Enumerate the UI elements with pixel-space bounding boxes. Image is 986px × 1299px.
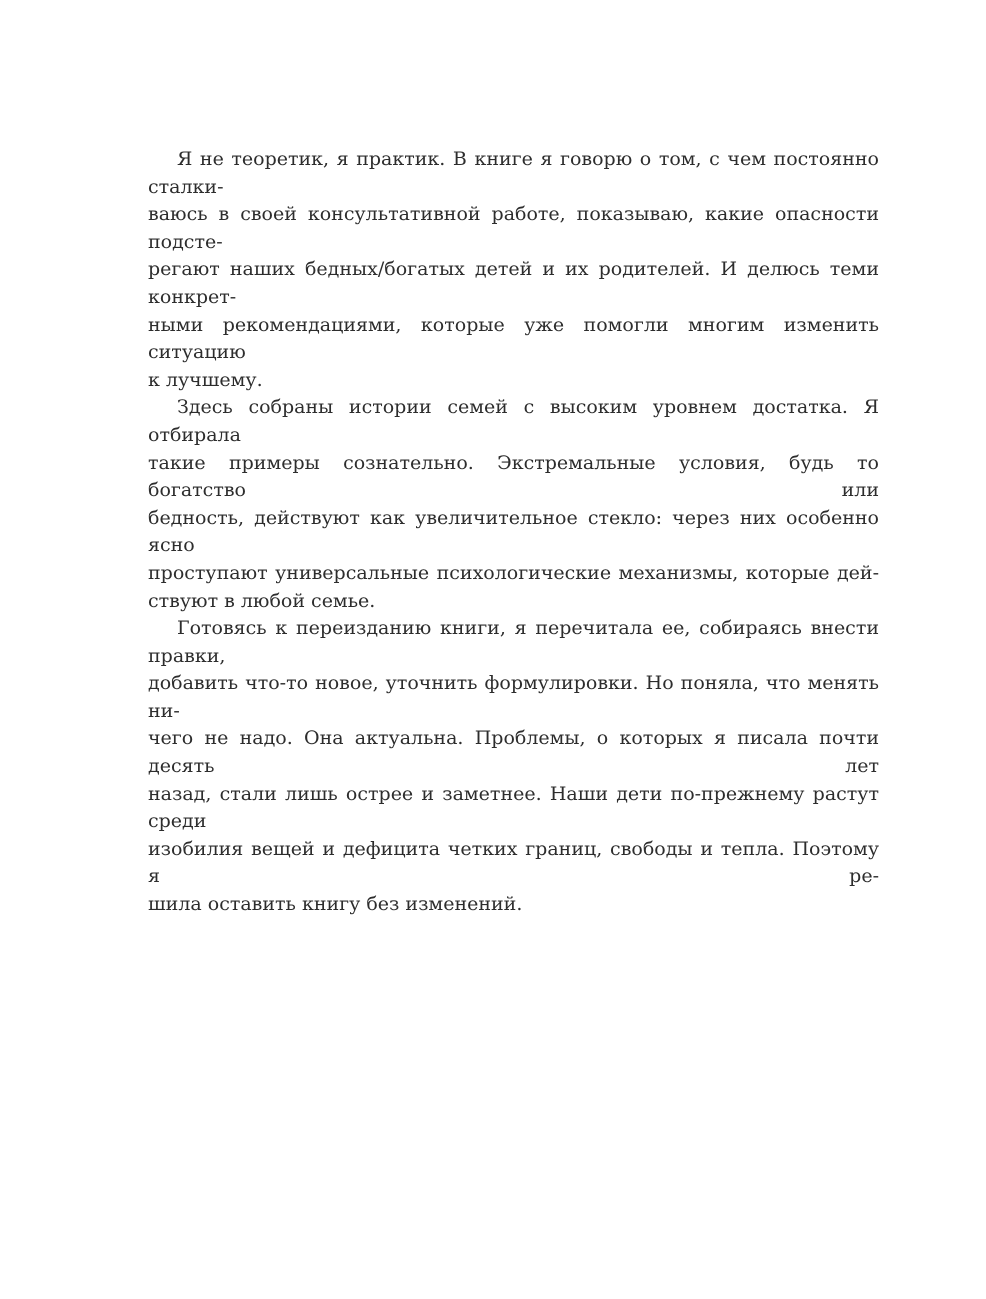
paragraph-2 [148, 394, 879, 615]
text-block [148, 146, 879, 919]
text-line: бедность, действуют как увеличительное стекло: через них особенно ясно [148, 506, 879, 557]
paragraph-1 [148, 146, 879, 394]
text-line: чего не надо. Она актуальна. Проблемы, о которых я писала почти десять лет [148, 727, 879, 778]
text-line: добавить что-то новое, уточнить формулировки. Но поняла, что менять ни- [148, 672, 879, 722]
text-line: проступают универсальные психологические механизмы, которые дей- [148, 561, 879, 584]
text-line: регают наших бедных/богатых детей и их родителей. И делюсь теми конкрет- [148, 258, 879, 308]
text-line: Я не теоретик, я практик. В книге я говорю о том, с чем постоянно сталки- [148, 148, 879, 198]
text-line: Здесь собраны истории семей с высоким уровнем достатка. Я отбирала [148, 396, 879, 446]
text-line: Готовясь к переизданию книги, я перечитала ее, собираясь внести правки, [148, 617, 879, 667]
text-line: к лучшему. [148, 368, 263, 391]
text-line: такие примеры сознательно. Экстремальные условия, будь то богатство или [148, 451, 879, 502]
text-line: назад, стали лишь острее и заметнее. Наши дети по-прежнему растут среди [148, 782, 879, 833]
text-line: ваюсь в своей консультативной работе, показываю, какие опасности подсте- [148, 203, 879, 253]
text-line: ными рекомендациями, которые уже помогли многим изменить ситуацию [148, 313, 879, 364]
paragraph-3 [148, 615, 879, 919]
text-line: ствуют в любой семье. [148, 589, 376, 612]
text-line: изобилия вещей и дефицита четких границ, свободы и тепла. Поэтому я ре- [148, 837, 879, 888]
text-line: шила оставить книгу без изменений. [148, 893, 523, 916]
